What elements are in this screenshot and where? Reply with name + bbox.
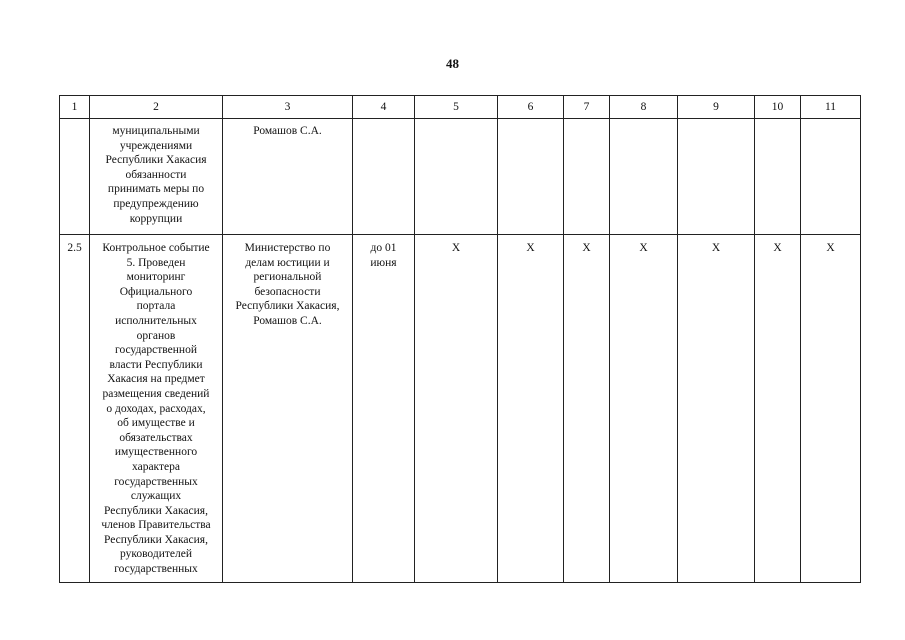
deadline-cell bbox=[353, 119, 415, 235]
mark-cell-11 bbox=[801, 119, 861, 235]
mark-cell-5 bbox=[415, 119, 498, 235]
column-header-1: 1 bbox=[60, 96, 90, 119]
column-header-3: 3 bbox=[223, 96, 353, 119]
mark-cell-7 bbox=[564, 119, 610, 235]
column-header-2: 2 bbox=[90, 96, 223, 119]
mark-cell-9 bbox=[678, 119, 755, 235]
column-header-11: 11 bbox=[801, 96, 861, 119]
column-header-6: 6 bbox=[498, 96, 564, 119]
column-header-8: 8 bbox=[610, 96, 678, 119]
deadline-cell: до 01 июня bbox=[353, 235, 415, 583]
column-header-4: 4 bbox=[353, 96, 415, 119]
row-number-cell bbox=[60, 119, 90, 235]
mark-cell-6: Х bbox=[498, 235, 564, 583]
column-header-9: 9 bbox=[678, 96, 755, 119]
header-row bbox=[60, 96, 861, 119]
table-row bbox=[60, 119, 861, 235]
column-header-7: 7 bbox=[564, 96, 610, 119]
column-header-5: 5 bbox=[415, 96, 498, 119]
table-row bbox=[60, 235, 861, 583]
mark-cell-7: Х bbox=[564, 235, 610, 583]
mark-cell-10: Х bbox=[755, 235, 801, 583]
plan-table bbox=[59, 95, 861, 583]
page-number: 48 bbox=[446, 56, 459, 71]
mark-cell-10 bbox=[755, 119, 801, 235]
mark-cell-9: Х bbox=[678, 235, 755, 583]
responsible-cell: Министерство по делам юстиции и региональной безопасности Республики Хакасия, Ромашов С.А. bbox=[223, 235, 353, 583]
column-header-10: 10 bbox=[755, 96, 801, 119]
event-cell: муниципальными учреждениями Республики Хакасия обязанности принимать меры по предупреждению коррупции bbox=[90, 119, 223, 235]
responsible-cell: Ромашов С.А. bbox=[223, 119, 353, 235]
mark-cell-6 bbox=[498, 119, 564, 235]
mark-cell-8: Х bbox=[610, 235, 678, 583]
row-number-cell: 2.5 bbox=[60, 235, 90, 583]
event-cell: Контрольное событие 5. Проведен мониторинг Официального портала исполнительных органов государственной власти Республики Хакасия на предмет размещения сведений о доходах, расходах, об имуществе и обязательствах имущественного характера государственных служащих Республики Хакасия, членов Правительства Республики Хакасия, руководителей государственных bbox=[90, 235, 223, 583]
mark-cell-8 bbox=[610, 119, 678, 235]
mark-cell-5: Х bbox=[415, 235, 498, 583]
mark-cell-11: Х bbox=[801, 235, 861, 583]
